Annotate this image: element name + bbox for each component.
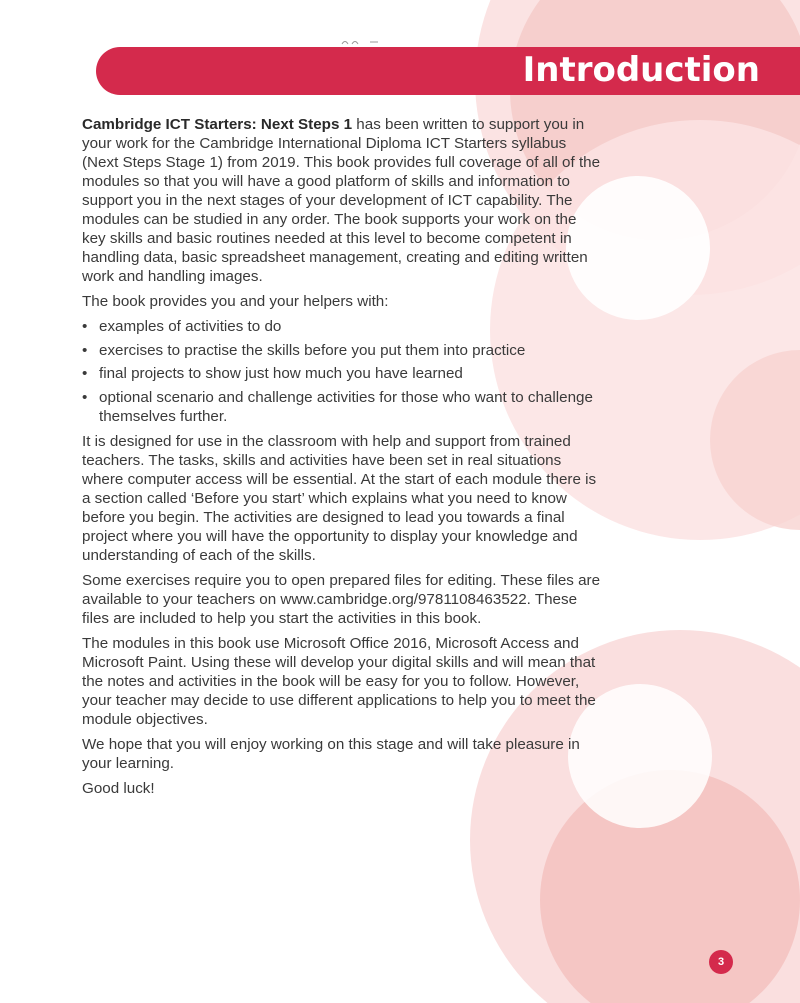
body-content xyxy=(82,115,604,804)
list-item: • optional scenario and challenge activities for those who want to challenge themselves further. xyxy=(82,388,593,425)
software-paragraph: The modules in this book use Microsoft Office 2016, Microsoft Access and Microsoft Paint. Using these will develop your digital skills and will mean that the notes and activities in the book will be easy for you to follow. However, your teacher may decide to use different applications to help you to meet the module objectives. xyxy=(82,634,596,728)
provides-intro: The book provides you and your helpers with: xyxy=(82,293,389,310)
page-title: Introduction xyxy=(522,50,760,90)
bullet-icon: • xyxy=(82,318,88,335)
top-edge-mark xyxy=(340,38,400,46)
book-title-bold: Cambridge ICT Starters: Next Steps 1 xyxy=(82,116,353,133)
prepared-files-paragraph: Some exercises require you to open prepared files for editing. These files are available to your teachers on www.cambridge.org/9781108463522. These files are included to help you start the activities in this book. xyxy=(82,571,601,627)
list-item: • final projects to show just how much you have learned xyxy=(82,365,463,382)
closing-paragraph: We hope that you will enjoy working on this stage and will take pleasure in your learning. xyxy=(82,735,580,772)
bullet-icon: • xyxy=(82,365,88,382)
bullet-icon: • xyxy=(82,388,88,406)
intro-text: has been written to support you in your work for the Cambridge International Diploma ICT Starters syllabus (Next Steps Stage 1) from 2019. This book provides full coverage of all of the modules so that you will have a good platform of skills and information to support you in the next stages of your development of ICT capability. The modules can be studied in any order. The book supports your work on the key skills and basic routines needed at this level to become competent in handling data, basic spreadsheet management, creating and editing written work and handling images. xyxy=(82,116,601,285)
list-item: • exercises to practise the skills before you put them into practice xyxy=(82,341,526,359)
intro-paragraph xyxy=(82,115,604,286)
classroom-paragraph: It is designed for use in the classroom with help and support from trained teachers. The tasks, skills and activities have been set in real situations where computer access will be essential. At the start of each module there is a section called ‘Before you start’ which explains what you need to know before you begin. The activities are designed to lead you towards a final project where you will have the opportunity to display your knowledge and understanding of each of the skills. xyxy=(82,432,597,564)
page-number-badge: 3 xyxy=(709,950,733,974)
good-luck-text: Good luck! xyxy=(82,779,155,797)
list-item: • examples of activities to do xyxy=(82,318,282,335)
provides-list xyxy=(82,317,604,426)
header-banner xyxy=(96,47,800,95)
bullet-icon: • xyxy=(82,341,88,359)
decor-circle xyxy=(742,532,800,628)
